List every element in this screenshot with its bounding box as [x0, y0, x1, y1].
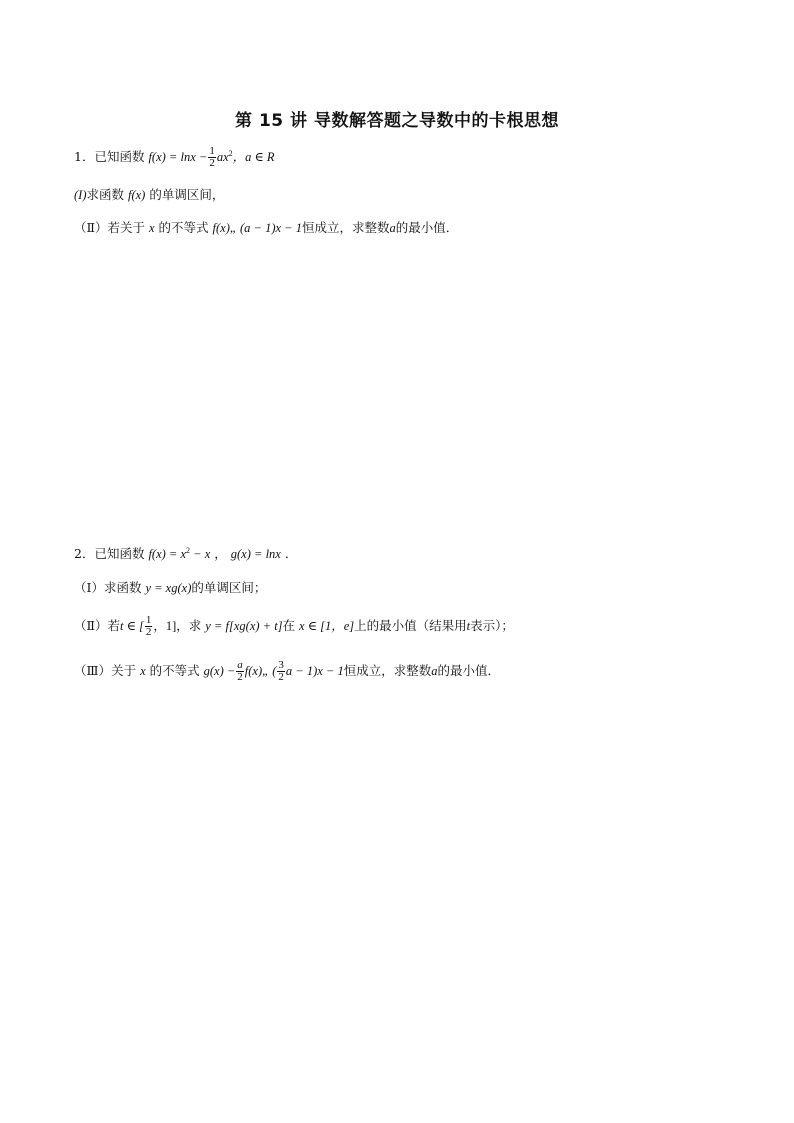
math-expression: g(x) −: [203, 664, 236, 678]
part-text: 恒成立，求整数: [301, 220, 390, 235]
fraction-denominator: 2: [237, 671, 243, 683]
math-expression: f(x)„ (a − 1)x − 1: [212, 221, 302, 235]
math-expression: t ∈ [: [120, 619, 144, 633]
part-label: （Ⅰ）: [74, 580, 104, 595]
part-label: (I): [74, 188, 87, 202]
part-text: 的不等式: [149, 663, 200, 678]
math-expression: − x: [190, 547, 211, 562]
fraction-numerator: a: [237, 659, 243, 671]
fraction-numerator: 3: [278, 659, 284, 671]
math-expression: y = f[xg(x) + t]: [205, 619, 283, 633]
part-text: 若关于: [107, 220, 146, 235]
problem-number: 1．: [74, 149, 95, 165]
math-variable: x: [149, 221, 155, 235]
problem-1-statement: [74, 145, 275, 169]
part-text: 若: [107, 618, 121, 633]
part-text: 求函数: [86, 187, 125, 202]
math-expression: y = xg(x): [145, 581, 192, 595]
problem-2-part-2: [74, 615, 514, 638]
page-title: 第 15 讲 导数解答题之导数中的卡根思想: [235, 111, 559, 131]
math-expression: f(x) = x: [148, 547, 187, 562]
exponent: 2: [228, 149, 233, 158]
math-variable: a: [389, 221, 396, 235]
part-text: 的单调区间；: [191, 580, 267, 595]
fraction: [277, 660, 285, 683]
fraction-denominator: 2: [145, 626, 152, 638]
problem-1-part-2: [74, 219, 458, 237]
part-label: （Ⅱ）: [74, 618, 108, 633]
part-text: 上的最小值（结果用: [354, 618, 467, 633]
part-text: 关于: [111, 663, 137, 678]
math-expression: f(x)„ (: [244, 664, 277, 678]
math-expression: x ∈ [1，e]: [299, 619, 355, 633]
math-expression: g(x) = lnx: [230, 547, 281, 562]
part-text: 的不等式: [158, 220, 209, 235]
problem-text: 已知函数: [94, 546, 145, 562]
separator: ，: [214, 546, 227, 562]
part-text: 求函数: [103, 580, 142, 595]
math-condition: ，a ∈ R: [232, 150, 275, 165]
problem-2-statement: [74, 542, 297, 563]
math-variable: a: [431, 664, 438, 678]
punctuation: ．: [284, 546, 298, 562]
fraction-denominator: 2: [278, 671, 284, 683]
fraction-numerator: 1: [209, 145, 215, 158]
fraction: [208, 146, 216, 169]
problem-text: 已知函数: [94, 149, 145, 165]
problem-2-part-1: [74, 579, 266, 597]
part-text: 表示）；: [470, 618, 514, 633]
fraction: [145, 615, 153, 638]
math-expression: a − 1)x − 1: [285, 664, 344, 678]
math-variable: t: [466, 619, 471, 633]
part-text: 恒成立，求整数: [343, 663, 432, 678]
math-expression: f(x): [128, 188, 146, 202]
part-text: ，求: [176, 618, 202, 633]
exponent: 2: [186, 546, 191, 555]
math-variable: x: [140, 664, 146, 678]
math-expression: ，1]: [153, 619, 177, 633]
part-text: 的单调区间，: [149, 187, 225, 202]
problem-number: 2．: [74, 546, 95, 562]
fraction: [236, 660, 244, 683]
problem-2-part-3: [74, 660, 500, 683]
part-text: 的最小值．: [437, 663, 501, 678]
math-expression: ax: [216, 150, 229, 165]
part-label: （Ⅲ）: [74, 663, 112, 678]
part-text: 在: [282, 618, 296, 633]
fraction-numerator: 1: [145, 614, 152, 626]
problem-1-part-1: [74, 186, 224, 204]
part-label: （Ⅱ）: [74, 220, 108, 235]
part-text: 的最小值．: [395, 220, 459, 235]
fraction-denominator: 2: [209, 157, 215, 170]
math-expression: f(x) = lnx −: [148, 150, 208, 165]
